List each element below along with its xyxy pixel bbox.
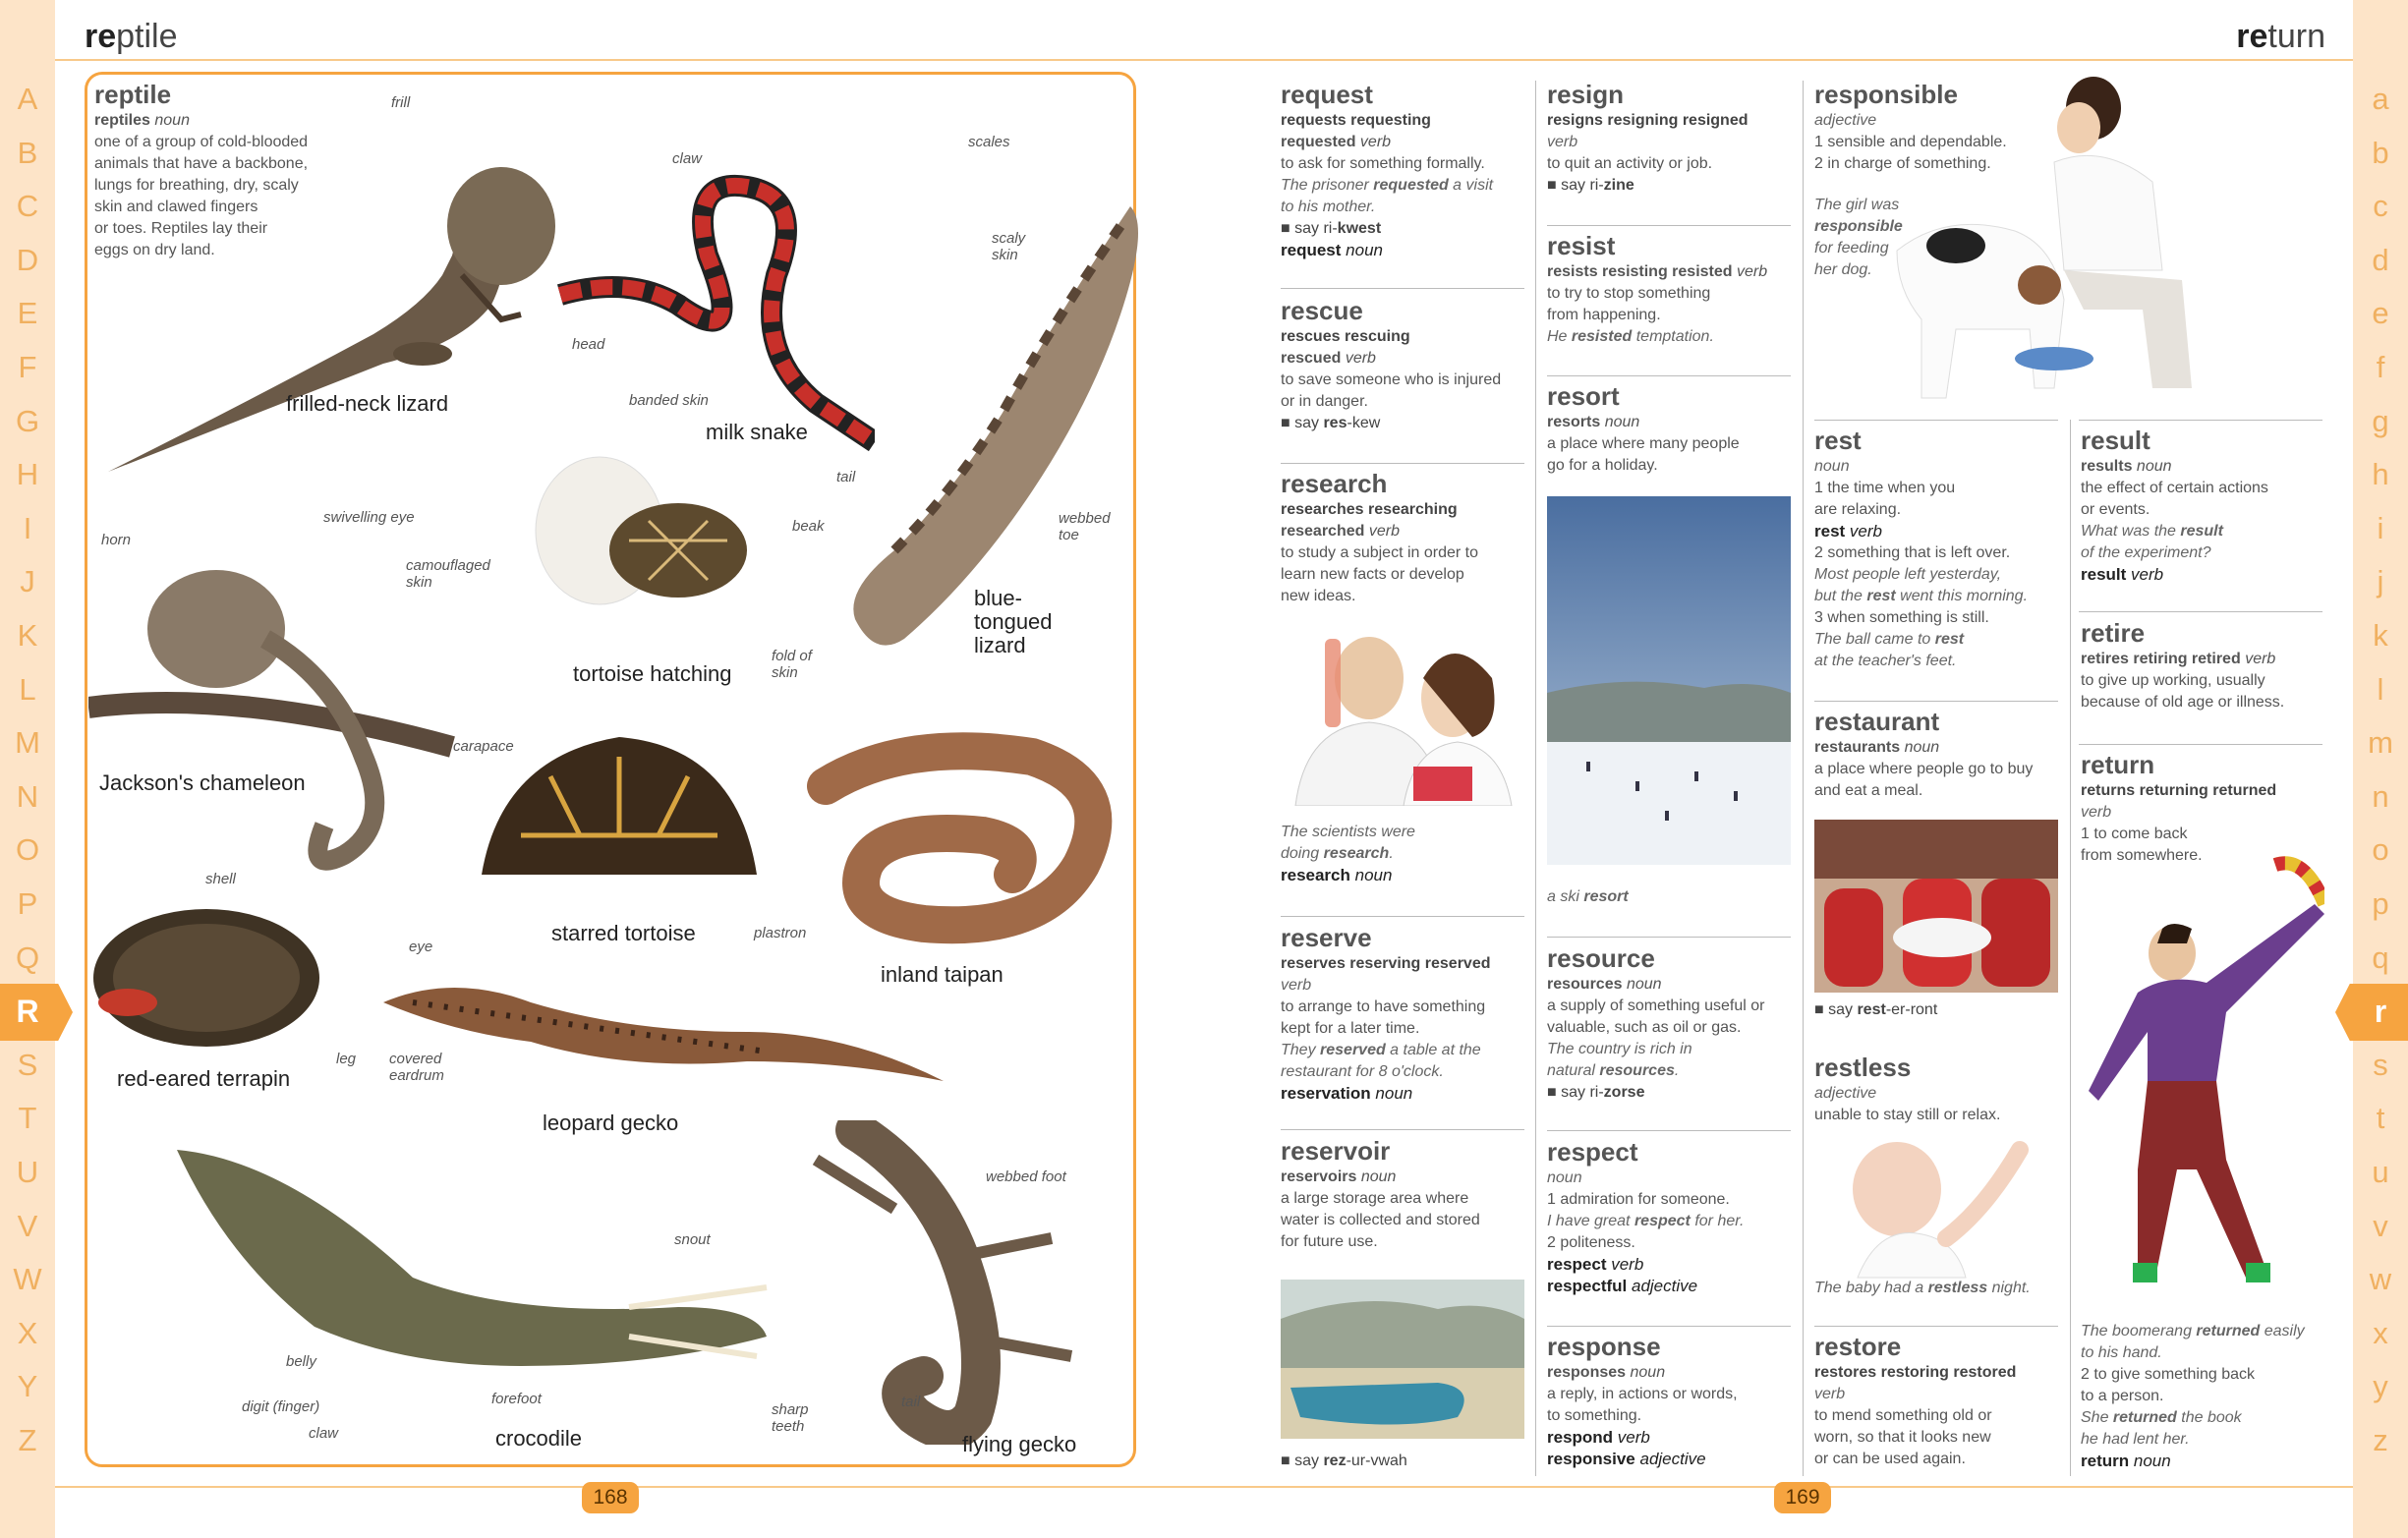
label-frill: frill — [391, 94, 411, 111]
bottom-rule — [55, 1486, 2353, 1488]
letter-U: U — [16, 1155, 39, 1189]
left-alphabet-band — [0, 0, 55, 1538]
headword: research — [1281, 469, 1388, 498]
separator — [1547, 1130, 1791, 1131]
letter-X: X — [17, 1315, 38, 1350]
letter-I: I — [23, 510, 32, 545]
headword: restaurant — [1814, 707, 1940, 736]
label-tail-gecko: tail — [901, 1394, 921, 1410]
letter-O: O — [15, 832, 40, 868]
label-shell: shell — [205, 871, 236, 887]
separator — [1281, 463, 1524, 464]
headword: retire — [2081, 618, 2146, 648]
column-rule — [1803, 81, 1804, 1476]
letter-H: H — [16, 457, 39, 492]
letter-E: E — [17, 296, 38, 331]
letter-z: z — [2373, 1423, 2388, 1457]
label-camouflaged-skin: camouflaged skin — [406, 557, 490, 591]
label-claw: claw — [672, 150, 703, 167]
letter-f: f — [2376, 350, 2385, 384]
label-scales: scales — [968, 134, 1010, 150]
headword: respect — [1547, 1137, 1638, 1167]
scientists-image — [1256, 619, 1526, 806]
active-letter-upper: R — [16, 994, 39, 1029]
letter-d: d — [2372, 242, 2389, 277]
letter-n: n — [2372, 778, 2389, 814]
crocodile-image — [167, 1111, 776, 1435]
headword: resource — [1547, 943, 1655, 973]
label-horn: horn — [101, 532, 132, 548]
left-running-head: reptile — [85, 18, 178, 55]
letter-V: V — [17, 1208, 38, 1243]
letter-Z: Z — [18, 1423, 37, 1457]
label-plastron: plastron — [754, 925, 807, 941]
headword: resist — [1547, 231, 1616, 260]
headword: restless — [1814, 1053, 1912, 1082]
separator — [1547, 937, 1791, 938]
milk-snake-image — [550, 157, 875, 452]
headword: reservoir — [1281, 1136, 1391, 1166]
letter-S: S — [17, 1047, 38, 1082]
caption-milk-snake: milk snake — [706, 420, 808, 444]
letter-W: W — [13, 1262, 42, 1297]
entry-respect: respect noun 1 admiration for someone. I have great respect for her. 2 politeness. respect verb respectful adjective — [1547, 1137, 1745, 1295]
letter-M: M — [15, 725, 40, 761]
letter-Y: Y — [17, 1369, 38, 1404]
label-swivelling-eye: swivelling eye — [323, 509, 415, 526]
caption-inland-taipan: inland taipan — [881, 962, 1003, 987]
separator — [1547, 375, 1791, 376]
entry-reserve: reserve reserves reserving reserved verb to arrange to have something kept for a later time. They reserved a table at the restaurant for 8 o'clock. reservation noun — [1281, 923, 1491, 1103]
label-beak: beak — [792, 518, 825, 535]
ski-resort-image — [1547, 496, 1791, 865]
letter-a: a — [2372, 82, 2389, 116]
letter-k: k — [2373, 618, 2388, 653]
pronunciation-reservoir: ■ say rez-ur-vwah — [1281, 1453, 1407, 1469]
column-rule — [1535, 81, 1536, 1476]
letter-x: x — [2373, 1315, 2388, 1350]
letter-p: p — [2372, 886, 2389, 921]
label-banded-skin: banded skin — [629, 392, 709, 409]
letter-m: m — [2368, 725, 2393, 761]
entry-restore: restore restores restoring restored verb to mend something old or worn, so that it looks new or can be used again. — [1814, 1332, 2017, 1467]
entry-retire: retire retires retiring retired verb to give up working, usually because of old age or illness. — [2081, 618, 2285, 711]
letter-D: D — [16, 242, 39, 277]
label-digit: digit (finger) — [242, 1398, 320, 1415]
entry-reservoir: reservoir reservoirs noun a large storage area where water is collected and stored for future use. — [1281, 1136, 1480, 1250]
letter-j: j — [2377, 564, 2384, 599]
right-running-head: return — [2236, 18, 2325, 55]
letter-y: y — [2373, 1369, 2388, 1404]
headword: responsible — [1814, 80, 1958, 109]
letter-L: L — [19, 671, 36, 707]
entry-rescue: rescue rescues rescuing rescued verb to save someone who is injured or in danger. ■ say res-kew — [1281, 296, 1502, 431]
pronunciation-restaurant: ■ say rest-er-ront — [1814, 1001, 1938, 1018]
letter-A: A — [17, 82, 38, 116]
letter-T: T — [18, 1101, 37, 1136]
caption-responsible: The girl was responsible for feeding her dog. — [1814, 197, 1903, 278]
entry-response: response responses noun a reply, in actions or words, to something. respond verb responsive adjective — [1547, 1332, 1738, 1468]
caption-crocodile: crocodile — [495, 1426, 583, 1451]
label-sharp-teeth: sharp teeth — [772, 1401, 809, 1435]
entry-reptile: reptile reptiles noun one of a group of cold-blooded animals that have a backbone, lungs for breathing, dry, scaly skin and clawed fingers or toes. Reptiles lay their eggs on dry land. — [94, 80, 309, 258]
letter-C: C — [16, 189, 39, 224]
caption-return: The boomerang returned easily to his hand. 2 to give something back to a person. She returned the book he had lent her. return noun — [2081, 1323, 2305, 1470]
red-eared-terrapin-image — [88, 894, 344, 1061]
reservoir-image — [1281, 1280, 1524, 1439]
caption-research: The scientists were doing research. research noun — [1281, 824, 1415, 884]
label-claw-crocodile: claw — [309, 1425, 339, 1442]
letter-N: N — [16, 778, 39, 814]
boomerang-boy-image — [2079, 845, 2324, 1302]
label-webbed-toe: webbed toe — [1059, 510, 1111, 543]
page-number-left: 168 — [582, 1482, 639, 1513]
separator — [2079, 611, 2322, 612]
entry-research: research researches researching researched verb to study a subject in order to learn new facts or develop new ideas. — [1281, 469, 1478, 604]
entry-resign: resign resigns resigning resigned verb to quit an activity or job. ■ say ri-zine — [1547, 80, 1749, 194]
label-scaly-skin: scaly skin — [992, 230, 1026, 263]
leopard-gecko-image — [373, 963, 953, 1111]
headword: request — [1281, 80, 1373, 109]
entry-resource: resource resources noun a supply of something useful or valuable, such as oil or gas. The country is rich in natural resources. ■ say ri-zorse — [1547, 943, 1765, 1101]
caption-jacksons-chameleon: Jackson's chameleon — [99, 770, 306, 795]
label-belly: belly — [286, 1353, 316, 1370]
letter-b: b — [2372, 135, 2389, 170]
separator — [1814, 701, 2058, 702]
letter-l: l — [2377, 671, 2384, 707]
letter-J: J — [20, 564, 35, 599]
caption-tortoise-hatching: tortoise hatching — [573, 661, 732, 686]
entry-resist: resist resists resisting resisted verb to try to stop something from happening. He resisted temptation. — [1547, 231, 1768, 345]
caption-blue-tongued-lizard: blue-tongued lizard — [974, 586, 1053, 657]
caption-red-eared-terrapin: red-eared terrapin — [117, 1066, 291, 1091]
top-rule — [55, 59, 2353, 61]
caption-restless: The baby had a restless night. — [1814, 1280, 2031, 1296]
column-rule — [2070, 420, 2071, 1476]
girl-feeding-dog-image — [1867, 74, 2231, 423]
letter-s: s — [2373, 1047, 2388, 1082]
letter-t: t — [2376, 1101, 2385, 1136]
letter-K: K — [17, 618, 38, 653]
letter-h: h — [2372, 457, 2389, 492]
label-forefoot: forefoot — [491, 1391, 542, 1407]
separator — [1547, 225, 1791, 226]
letter-w: w — [2369, 1262, 2392, 1297]
entry-restaurant: restaurant restaurants noun a place where people go to buy and eat a meal. — [1814, 707, 2034, 799]
letter-c: c — [2373, 189, 2388, 224]
letter-q: q — [2372, 940, 2389, 975]
letter-P: P — [17, 886, 38, 921]
letter-G: G — [15, 403, 40, 438]
label-snout: snout — [674, 1231, 711, 1248]
caption-frilled-neck-lizard: frilled-neck lizard — [286, 391, 449, 416]
label-head: head — [572, 336, 605, 353]
page-number-right: 169 — [1774, 1482, 1831, 1513]
label-covered-eardrum: covered eardrum — [389, 1051, 444, 1084]
letter-e: e — [2372, 296, 2389, 331]
headword: result — [2081, 426, 2150, 455]
headword: reserve — [1281, 923, 1372, 952]
caption-starred-tortoise: starred tortoise — [551, 921, 696, 945]
headword: rescue — [1281, 296, 1363, 325]
headword: resort — [1547, 381, 1620, 411]
separator — [1547, 1326, 1791, 1327]
headword: resign — [1547, 80, 1625, 109]
restaurant-image — [1814, 820, 2058, 993]
caption-ski-resort: a ski resort — [1547, 888, 1629, 905]
headword: reptile — [94, 80, 172, 109]
label-carapace: carapace — [453, 738, 514, 755]
entry-request: request requests requesting requested verb to ask for something formally. The prisoner requested a visit to his mother. ■ say ri-kwest request noun — [1281, 80, 1494, 259]
letter-g: g — [2372, 403, 2389, 438]
entry-restless: restless adjective unable to stay still or relax. — [1814, 1053, 2001, 1123]
entry-result: result results noun the effect of certain actions or events. What was the result of the experiment? result verb — [2081, 426, 2268, 584]
letter-o: o — [2372, 832, 2389, 868]
separator — [2079, 744, 2322, 745]
tortoise-hatching-image — [531, 452, 757, 639]
letter-i: i — [2377, 510, 2384, 545]
headword: return — [2081, 750, 2155, 779]
label-leg: leg — [336, 1051, 357, 1067]
letter-B: B — [17, 135, 38, 170]
letter-u: u — [2372, 1155, 2389, 1189]
active-letter-lower: r — [2374, 994, 2387, 1029]
headword: restore — [1814, 1332, 1902, 1361]
headword: rest — [1814, 426, 1862, 455]
right-alphabet-band — [2353, 0, 2408, 1538]
label-webbed-foot: webbed foot — [986, 1168, 1066, 1185]
entry-rest: rest noun 1 the time when you are relaxing. rest verb 2 something that is left over. Most people left yesterday, but the rest went this morning. 3 when something is still. The ball came to rest at the teacher's feet. — [1814, 426, 2029, 669]
entry-resort: resort resorts noun a place where many people go for a holiday. — [1547, 381, 1740, 474]
entry-responsible: responsible adjective 1 sensible and dependable. 2 in charge of something. — [1814, 80, 2007, 172]
inland-taipan-image — [786, 727, 1130, 953]
letter-F: F — [18, 350, 37, 384]
separator — [1281, 916, 1524, 917]
caption-leopard-gecko: leopard gecko — [543, 1111, 679, 1135]
separator — [1281, 1129, 1524, 1130]
letter-v: v — [2373, 1208, 2388, 1243]
entry-return: return returns returning returned verb 1 to come back from somewhere. — [2081, 750, 2277, 864]
separator — [1281, 288, 1524, 289]
restless-baby-image — [1818, 1130, 2044, 1282]
separator — [1814, 1326, 2058, 1327]
caption-flying-gecko: flying gecko — [962, 1432, 1077, 1456]
label-tail: tail — [836, 469, 856, 485]
letter-Q: Q — [15, 940, 40, 975]
headword: response — [1547, 1332, 1661, 1361]
label-eye: eye — [409, 939, 433, 955]
label-fold-of-skin: fold of skin — [772, 648, 812, 681]
